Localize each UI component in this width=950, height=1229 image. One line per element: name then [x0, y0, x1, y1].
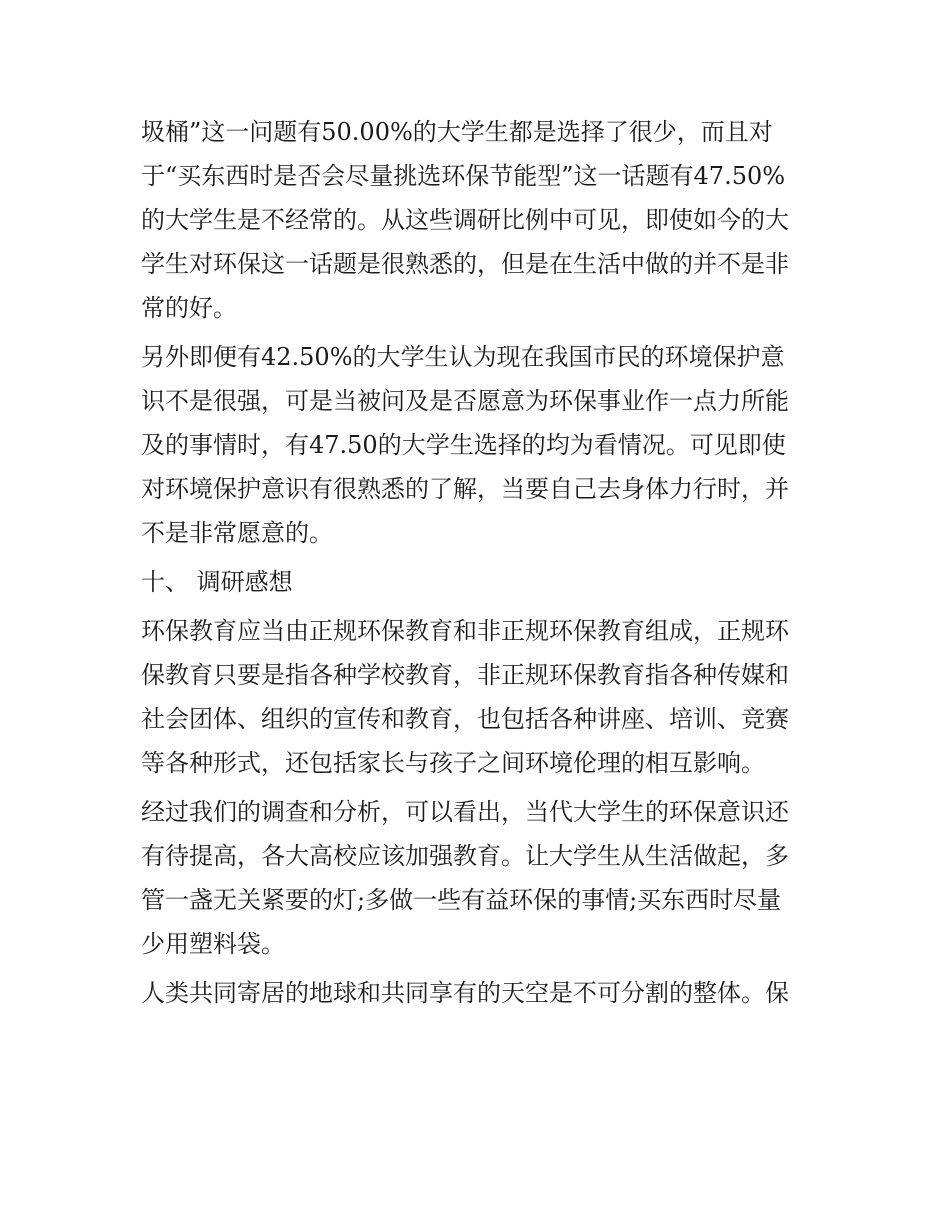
paragraph-line: 圾桶”这一问题有50.00%的大学生都是选择了很少，而且对	[141, 118, 773, 146]
paragraph-line: 于“买东西时是否会尽量挑选环保节能型”这一话题有47.50%	[141, 162, 786, 190]
paragraph-line: 经过我们的调查和分析，可以看出，当代大学生的环保意识还	[141, 798, 789, 826]
paragraph-line: 环保教育应当由正规环保教育和非正规环保教育组成，正规环	[141, 617, 789, 645]
paragraph-line: 保教育只要是指各种学校教育，非正规环保教育指各种传媒和	[141, 661, 789, 689]
paragraph-line: 及的事情时，有47.50的大学生选择的均为看情况。可见即使	[141, 431, 786, 459]
paragraph-line: 管一盏无关紧要的灯;多做一些有益环保的事情;买东西时尽量	[141, 886, 782, 914]
paragraph-line: 少用塑料袋。	[141, 930, 285, 958]
paragraph-line: 常的好。	[141, 294, 237, 322]
paragraph-line: 另外即便有42.50%的大学生认为现在我国市民的环境保护意	[141, 343, 785, 371]
paragraph-line: 学生对环保这一话题是很熟悉的，但是在生活中做的并不是非	[141, 250, 789, 278]
paragraph-line: 人类共同寄居的地球和共同享有的天空是不可分割的整体。保	[141, 979, 789, 1007]
paragraph-line: 对环境保护意识有很熟悉的了解，当要自己去身体力行时，并	[141, 475, 789, 503]
paragraph-line: 不是非常愿意的。	[141, 519, 333, 547]
paragraph-line: 社会团体、组织的宣传和教育，也包括各种讲座、培训、竞赛	[141, 705, 789, 733]
paragraph-line: 等各种形式，还包括家长与孩子之间环境伦理的相互影响。	[141, 749, 765, 777]
paragraph-line: 的大学生是不经常的。从这些调研比例中可见，即使如今的大	[141, 206, 789, 234]
paragraph-line: 有待提高，各大高校应该加强教育。让大学生从生活做起，多	[141, 842, 789, 870]
paragraph-line: 识不是很强，可是当被问及是否愿意为环保事业作一点力所能	[141, 387, 789, 415]
section-heading: 十、 调研感想	[141, 568, 293, 596]
document-body	[141, 110, 813, 1015]
